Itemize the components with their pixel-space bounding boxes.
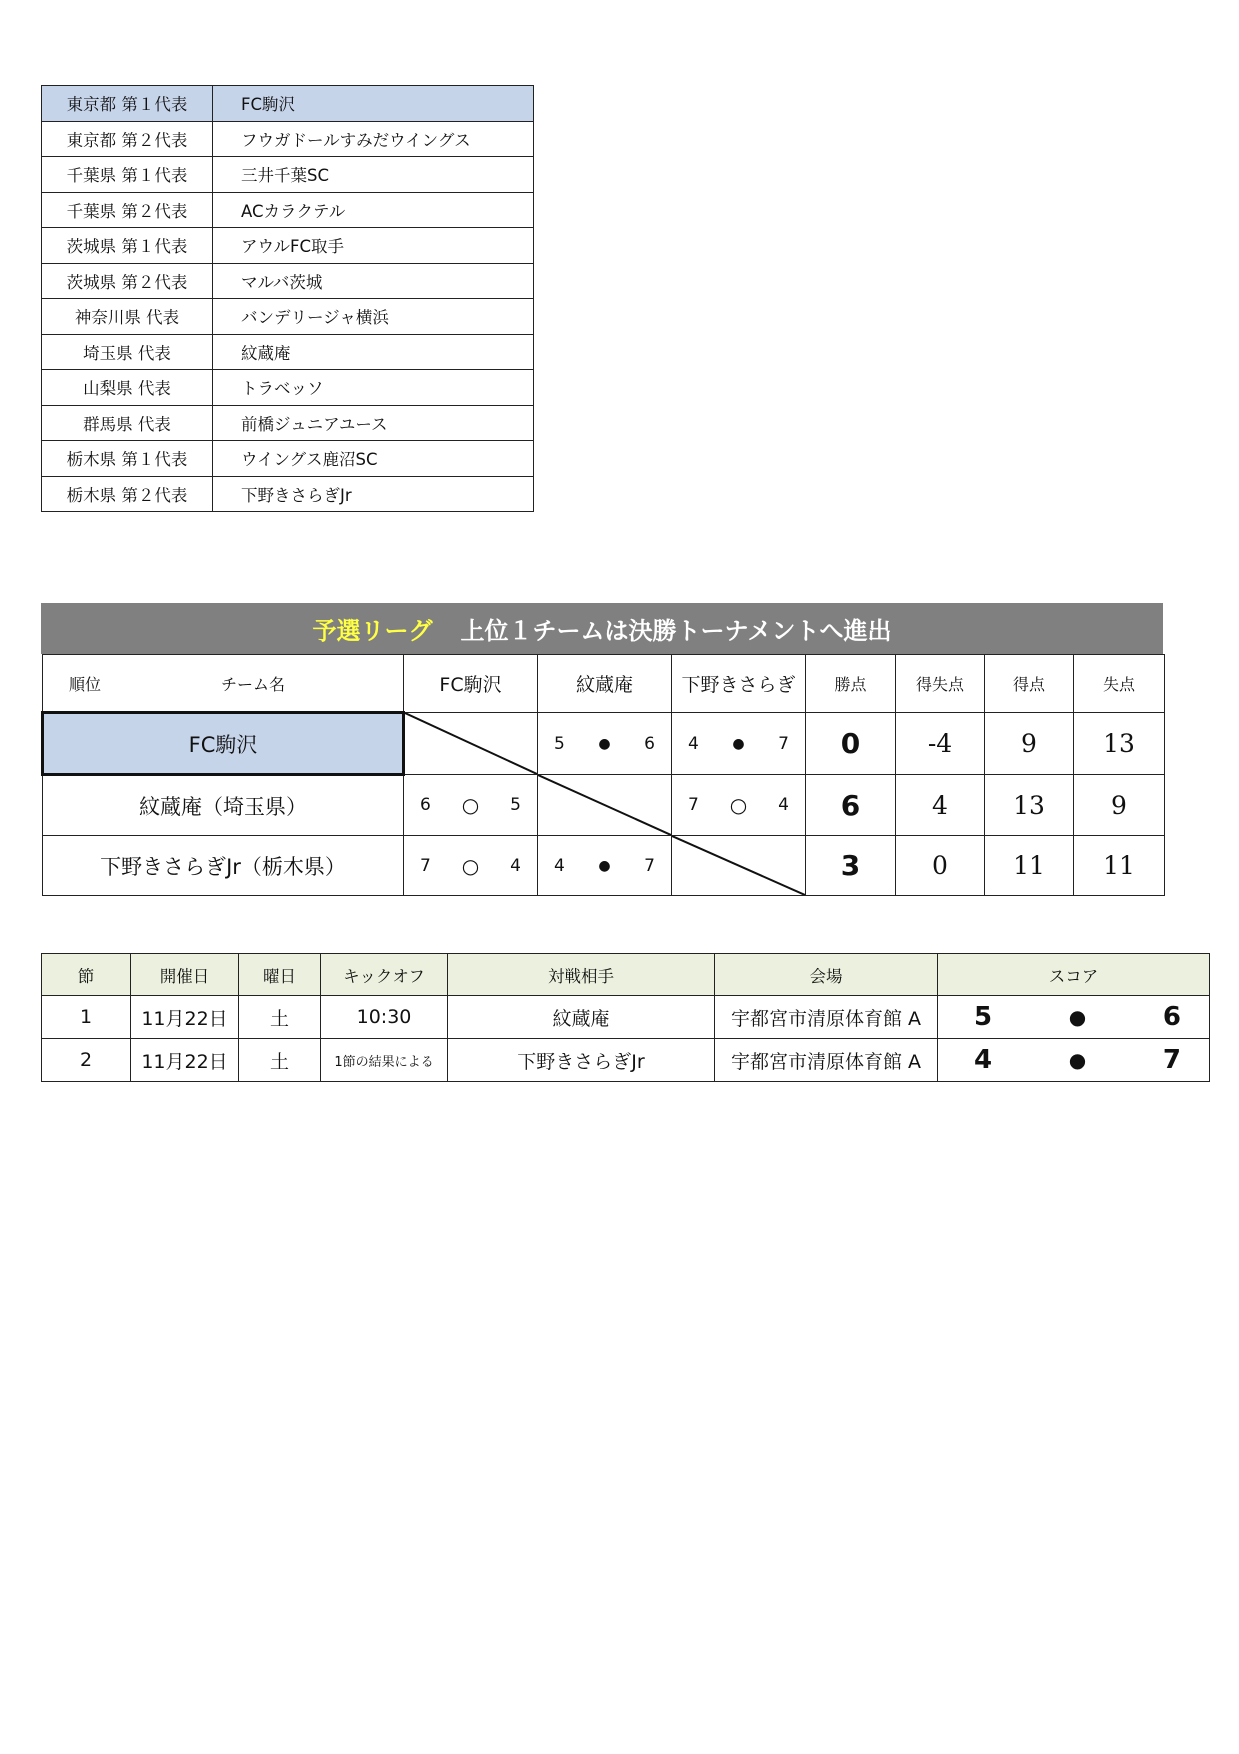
match-result [672, 713, 806, 775]
league-table [41, 654, 1165, 896]
team-cell: ACカラクテル [213, 192, 534, 228]
win-mark: ○ [729, 793, 748, 817]
table-row [42, 86, 534, 122]
header-kickoff: キックオフ [321, 954, 448, 996]
table-row [42, 192, 534, 228]
team-name: 下野きさらぎJr（栃木県） [43, 836, 404, 896]
loss-mark: ● [732, 735, 745, 752]
points-cell: 6 [806, 775, 896, 836]
prefecture-cell: 千葉県 第２代表 [42, 192, 213, 228]
score-against: 4 [778, 795, 789, 815]
league-row [43, 775, 1165, 836]
team-cell: FC駒沢 [213, 86, 534, 122]
table-row [42, 157, 534, 193]
header-opponent: 下野きさらぎ [672, 655, 806, 713]
round-cell: 1 [42, 996, 131, 1039]
self-match-cell [538, 775, 672, 836]
match-result [538, 836, 672, 896]
team-name: 紋蔵庵（埼玉県） [43, 775, 404, 836]
header-team: チーム名 [221, 674, 286, 694]
score-against: 4 [510, 855, 521, 876]
prefecture-cell: 栃木県 第１代表 [42, 441, 213, 477]
goals-against-cell: 11 [1074, 836, 1165, 896]
league-header-row [43, 655, 1165, 713]
round-cell: 2 [42, 1039, 131, 1082]
table-row [42, 370, 534, 406]
header-opponent: FC駒沢 [404, 655, 538, 713]
match-result [672, 775, 806, 836]
team-cell: 三井千葉SC [213, 157, 534, 193]
header-rank-team [43, 655, 404, 713]
venue-cell: 宇都宮市清原体育館 A [715, 1039, 938, 1082]
goal-diff-cell: -4 [896, 713, 985, 775]
loss-mark: ● [1068, 1048, 1087, 1072]
opponent-cell: 下野きさらぎJr [448, 1039, 715, 1082]
score-for: 7 [420, 855, 431, 876]
header-rank: 順位 [69, 674, 102, 694]
match-result [538, 713, 672, 775]
header-date: 開催日 [131, 954, 239, 996]
league-row [43, 713, 1165, 775]
date-cell: 11月22日 [131, 996, 239, 1039]
header-goal-diff: 得失点 [896, 655, 985, 713]
table-row [42, 299, 534, 335]
team-cell: マルバ茨城 [213, 263, 534, 299]
prefecture-cell: 山梨県 代表 [42, 370, 213, 406]
score-against: 7 [644, 855, 655, 876]
table-row [42, 441, 534, 477]
prefecture-cell: 埼玉県 代表 [42, 334, 213, 370]
team-cell: 下野きさらぎJr [213, 476, 534, 512]
header-weekday: 曜日 [239, 954, 321, 996]
loss-mark: ● [598, 735, 611, 752]
date-cell: 11月22日 [131, 1039, 239, 1082]
team-cell: バンデリージャ横浜 [213, 299, 534, 335]
header-opponent: 対戦相手 [448, 954, 715, 996]
team-cell: フウガドールすみだウイングス [213, 121, 534, 157]
win-mark: ○ [461, 793, 480, 817]
score-against: 6 [644, 733, 655, 754]
score-for: 5 [974, 1002, 993, 1032]
score-for: 4 [688, 733, 699, 754]
loss-mark: ● [598, 857, 611, 874]
header-score: スコア [938, 954, 1210, 996]
header-points: 勝点 [806, 655, 896, 713]
league-banner [41, 603, 1163, 654]
team-cell: アウルFC取手 [213, 228, 534, 264]
score-cell [938, 996, 1210, 1039]
goals-against-cell: 13 [1074, 713, 1165, 775]
goals-against-cell: 9 [1074, 775, 1165, 836]
loss-mark: ● [1068, 1005, 1087, 1029]
prefecture-cell: 神奈川県 代表 [42, 299, 213, 335]
venue-cell: 宇都宮市清原体育館 A [715, 996, 938, 1039]
table-row [42, 334, 534, 370]
weekday-cell: 土 [239, 1039, 321, 1082]
win-mark: ○ [461, 853, 480, 878]
score-against: 7 [778, 733, 789, 754]
table-row [42, 228, 534, 264]
team-cell: 前橋ジュニアユース [213, 405, 534, 441]
schedule-table [41, 953, 1210, 1082]
league-subtitle: 上位１チームは決勝トーナメントへ進出 [460, 617, 892, 645]
kickoff-cell: 10:30 [321, 996, 448, 1039]
points-cell: 3 [806, 836, 896, 896]
representatives-table [41, 85, 534, 512]
opponent-cell: 紋蔵庵 [448, 996, 715, 1039]
score-for: 7 [688, 795, 699, 815]
diagonal-line [672, 836, 805, 895]
table-row [42, 405, 534, 441]
header-goals-for: 得点 [985, 655, 1074, 713]
self-match-cell [672, 836, 806, 896]
goal-diff-cell: 0 [896, 836, 985, 896]
prefecture-cell: 茨城県 第２代表 [42, 263, 213, 299]
diagonal-line [405, 713, 537, 774]
schedule-row [42, 996, 1210, 1039]
header-opponent: 紋蔵庵 [538, 655, 672, 713]
score-for: 5 [554, 733, 565, 754]
match-result [404, 836, 538, 896]
score-against: 6 [1162, 1002, 1181, 1032]
goals-for-cell: 9 [985, 713, 1074, 775]
score-for: 4 [554, 855, 565, 876]
header-venue: 会場 [715, 954, 938, 996]
diagonal-line [538, 775, 671, 835]
header-goals-against: 失点 [1074, 655, 1165, 713]
kickoff-cell: 1節の結果による [321, 1039, 448, 1082]
prefecture-cell: 茨城県 第１代表 [42, 228, 213, 264]
weekday-cell: 土 [239, 996, 321, 1039]
score-against: 5 [510, 795, 521, 815]
points-cell: 0 [806, 713, 896, 775]
prefecture-cell: 千葉県 第１代表 [42, 157, 213, 193]
prefecture-cell: 栃木県 第２代表 [42, 476, 213, 512]
prefecture-cell: 群馬県 代表 [42, 405, 213, 441]
score-for: 4 [974, 1045, 993, 1075]
team-cell: ウイングス鹿沼SC [213, 441, 534, 477]
self-match-cell [404, 713, 538, 775]
goals-for-cell: 11 [985, 836, 1074, 896]
prefecture-cell: 東京都 第１代表 [42, 86, 213, 122]
team-cell: トラベッソ [213, 370, 534, 406]
prefecture-cell: 東京都 第２代表 [42, 121, 213, 157]
match-result [404, 775, 538, 836]
league-title: 予選リーグ [312, 617, 433, 645]
goal-diff-cell: 4 [896, 775, 985, 836]
team-cell: 紋蔵庵 [213, 334, 534, 370]
team-name: FC駒沢 [43, 713, 404, 775]
table-row [42, 263, 534, 299]
schedule-header-row [42, 954, 1210, 996]
header-round: 節 [42, 954, 131, 996]
score-cell [938, 1039, 1210, 1082]
table-row [42, 476, 534, 512]
league-row [43, 836, 1165, 896]
goals-for-cell: 13 [985, 775, 1074, 836]
table-row [42, 121, 534, 157]
schedule-row [42, 1039, 1210, 1082]
score-for: 6 [420, 795, 431, 815]
score-against: 7 [1162, 1045, 1181, 1075]
